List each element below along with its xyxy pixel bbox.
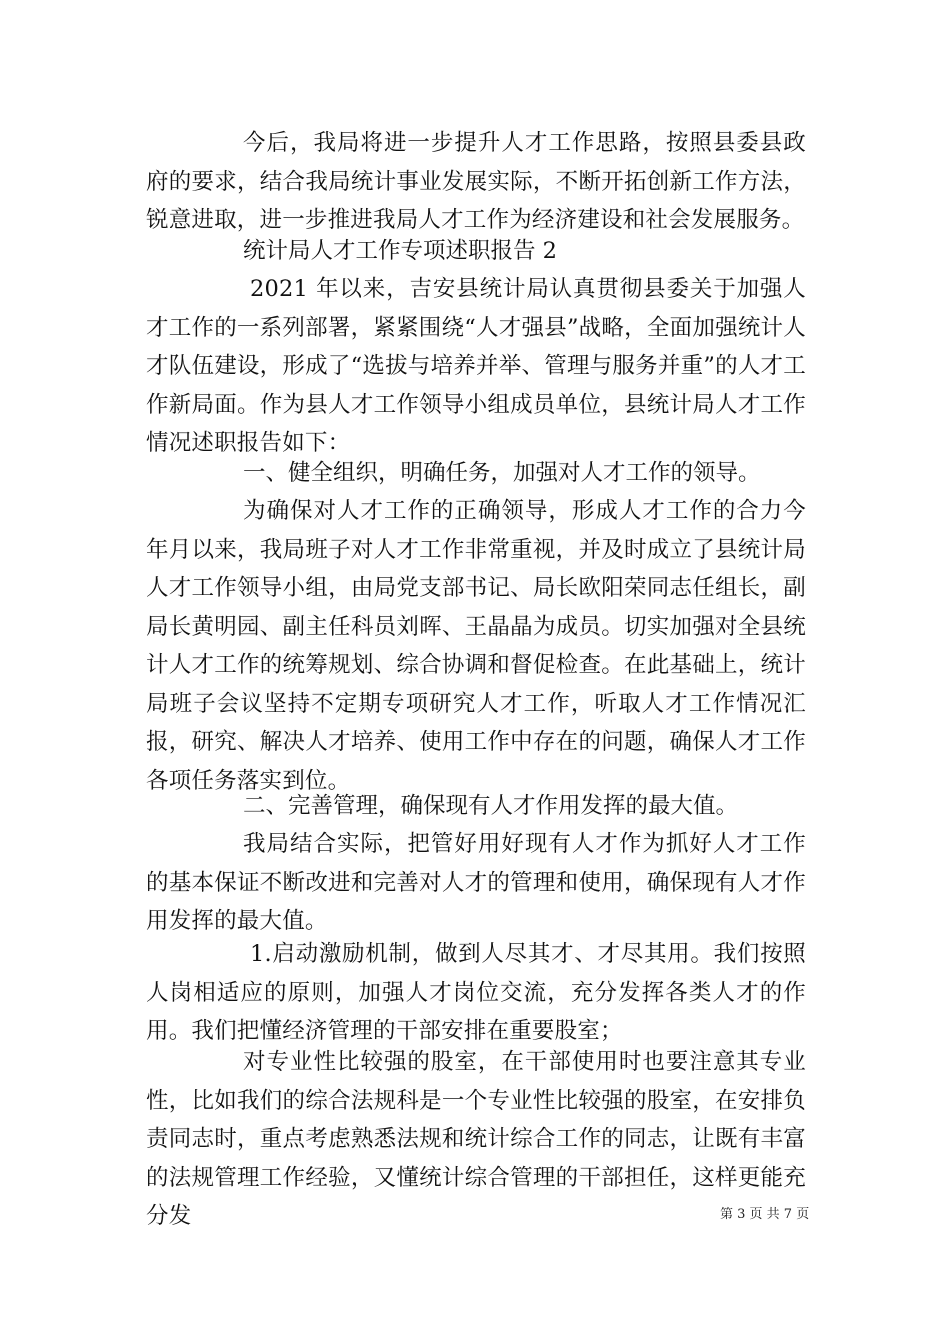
paragraph-section-2: 我局结合实际，把管好用好现有人才作为抓好人才工作的基本保证不断改进和完善对人才的管理和使用，确保现有人才作用发挥的最大值。 — [146, 831, 806, 934]
section-heading-1: 一、健全组织，明确任务，加强对人才工作的领导。 — [243, 460, 761, 486]
paragraph-closing-remarks: 今后，我局将进一步提升人才工作思路，按照县委县政府的要求，结合我局统计事业发展实际，不断开拓创新工作方法，锐意进取，进一步推进我局人才工作为经济建设和社会发展服务。 — [146, 130, 806, 233]
paragraph-intro: 2021 年以来，吉安县统计局认真贯彻县委关于加强人才工作的一系列部署，紧紧围绕“人才强县”战略，全面加强统计人才队伍建设，形成了“选拔与培养并举、管理与服务并重”的人才工作新局面。作为县人才工作领导小组成员单位，县统计局人才工作情况述职报告如下： — [146, 276, 806, 456]
paragraph-item-1-continued: 对专业性比较强的股室，在干部使用时也要注意其专业性，比如我们的综合法规科是一个专业性比较强的股室，在安排负责同志时，重点考虑熟悉法规和统计综合工作的同志，让既有丰富的法规管理工作经验，又懂统计综合管理的干部担任，这样更能充分发 — [146, 1049, 806, 1229]
section-heading-2: 二、完善管理，确保现有人才作用发挥的最大值。 — [243, 793, 739, 819]
paragraph-item-1: 1.启动激励机制，做到人尽其才、才尽其用。我们按照人岗相适应的原则，加强人才岗位交流，充分发挥各类人才的作用。我们把懂经济管理的干部安排在重要股室； — [146, 941, 806, 1044]
page-number-footer: 第 3 页 共 7 页 — [720, 1207, 810, 1222]
paragraph-section-1: 为确保对人才工作的正确领导，形成人才工作的合力今年月以来，我局班子对人才工作非常重视，并及时成立了县统计局人才工作领导小组，由局党支部书记、局长欧阳荣同志任组长，副局长黄明园、副主任科员刘晖、王晶晶为成员。切实加强对全县统计人才工作的统筹规划、综合协调和督促检查。在此基础上，统计局班子会议坚持不定期专项研究人才工作，听取人才工作情况汇报，研究、解决人才培养、使用工作中存在的问题，确保人才工作各项任务落实到位。 — [146, 498, 806, 794]
report-title: 统计局人才工作专项述职报告 2 — [243, 238, 557, 264]
